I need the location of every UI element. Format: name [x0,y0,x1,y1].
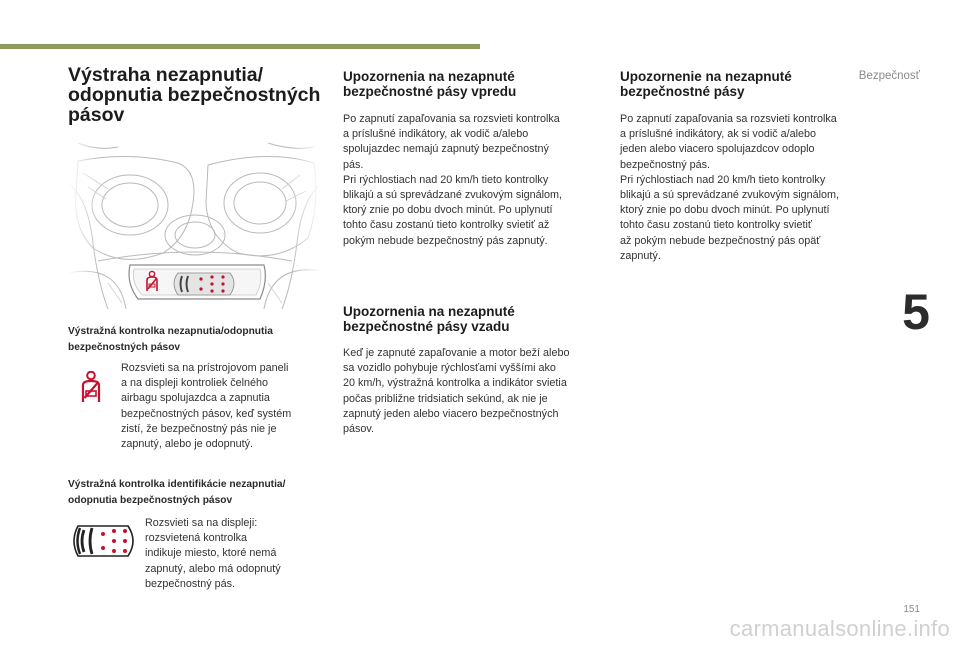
text-line: zapnutý, alebo má odopnutý [145,562,281,575]
title-line: bezpečnostné pásy [620,84,745,99]
header-accent-bar [0,44,480,49]
front-belts-text [343,112,608,249]
text-line: blikajú a sú sprevádzané zvukovým signálom, [343,189,563,202]
text-line: Keď je zapnuté zapaľovanie a motor beží alebo [343,347,570,359]
text-line: Po zapnutí zapaľovania sa rozsvieti kontrolka [620,113,837,125]
chapter-number: 5 [902,284,930,340]
text-line: pás. [343,158,364,171]
text-line: až pokým nebude bezpečnostný pás opäť [620,234,821,247]
section-label: Bezpečnosť [858,70,920,82]
text-line: Rozsvieti sa na prístrojovom paneli [121,362,289,374]
title-line: Upozornenia na nezapnuté [343,69,515,84]
text-line: zapnutý. [620,249,661,262]
text-line: pásov. [343,423,375,436]
text-line: 20 km/h, výstražná kontrolka a indikátor svietia [343,377,567,390]
text-line: a na displeji kontroliek čelného [121,377,269,390]
text-line: pokým nebude bezpečnostný pás zapnutý. [343,234,548,247]
front-belts-title [343,69,593,99]
text-line: Pri rýchlostiach nad 20 km/h tieto kontrolky [343,173,549,186]
text-line: rozsvietená kontrolka [145,532,248,545]
text-line: indikuje miesto, ktoré nemá [145,547,277,560]
dashboard-illustration-svg [68,143,322,309]
text-line: tohto času zostanú tieto kontrolky svietiť až [343,219,550,232]
caption-seatbelt-warning [68,324,328,356]
text-line: Po zapnutí zapaľovania sa rozsvieti kontrolka [343,113,560,125]
text-line: zapnutý, alebo je odopnutý. [121,438,254,451]
main-title-line: Výstraha nezapnutia/ [68,64,264,86]
rear-belts-title [343,304,593,334]
text-line: tohto času zostanú tieto kontrolky svietiť [620,219,812,232]
text-line: Pri rýchlostiach nad 20 km/h tieto kontrolky [620,173,826,186]
title-line: Upozornenia na nezapnuté [343,304,515,319]
text-line: bezpečnostný pás. [620,158,711,171]
dashboard-illustration [68,143,322,309]
text-line: blikajú a sú sprevádzané zvukovým signálom, [620,189,840,202]
text-line: zapnutý jeden alebo viacero bezpečnostných [343,407,559,420]
main-title-line: odopnutia bezpečnostných [68,84,321,106]
caption-line: Výstražná kontrolka nezapnutia/odopnutia [68,326,273,337]
rear-belts-text [343,346,613,437]
title-line: bezpečnostné pásy vpredu [343,84,517,99]
text-line: ktorý znie po dobu dvoch minút. Po uplynutí [343,204,553,217]
seat-identification-text [145,516,330,592]
unbuckled-belts-title [620,69,870,99]
text-line: bezpečnostný pás. [145,577,236,590]
text-line: Rozsvieti sa na displeji: [145,517,258,529]
text-line: airbagu spolujazdca a zapnutia [121,392,270,405]
main-title [68,65,323,125]
text-line: počas približne tridsiatich sekúnd, ak nie je [343,392,548,405]
text-line: ktorý znie po dobu dvoch minút. Po uplynutí [620,204,830,217]
unbuckled-belts-text [620,112,885,264]
text-line: spolujazdec nemajú zapnutý bezpečnostný [343,143,549,156]
seat-occupancy-display-icon [70,524,138,558]
page-number: 151 [903,604,920,615]
text-line: jeden alebo viacero spolujazdcov odoplo [620,143,815,156]
seatbelt-warning-text [121,361,331,452]
text-line: sa vozidlo pohybuje rýchlosťami vyššími ako [343,362,556,375]
watermark: carmanualsonline.info [729,616,950,641]
seatbelt-warning-icon [80,371,102,403]
main-title-line: pásov [68,104,125,126]
text-line: zistí, že bezpečnostný pás nie je [121,422,277,435]
title-line: bezpečnostné pásy vzadu [343,319,510,334]
caption-seat-identification [68,477,330,509]
caption-line: bezpečnostných pásov [68,342,181,353]
caption-line: odopnutia bezpečnostných pásov [68,495,233,506]
text-line: a príslušné indikátory, ak vodič a/alebo [343,128,529,141]
text-line: bezpečnostných pásov, keď systém [121,407,292,420]
title-line: Upozornenie na nezapnuté [620,69,792,84]
caption-line: Výstražná kontrolka identifikácie nezapnutia/ [68,479,286,490]
text-line: a príslušné indikátory, ak si vodič a/alebo [620,128,817,141]
